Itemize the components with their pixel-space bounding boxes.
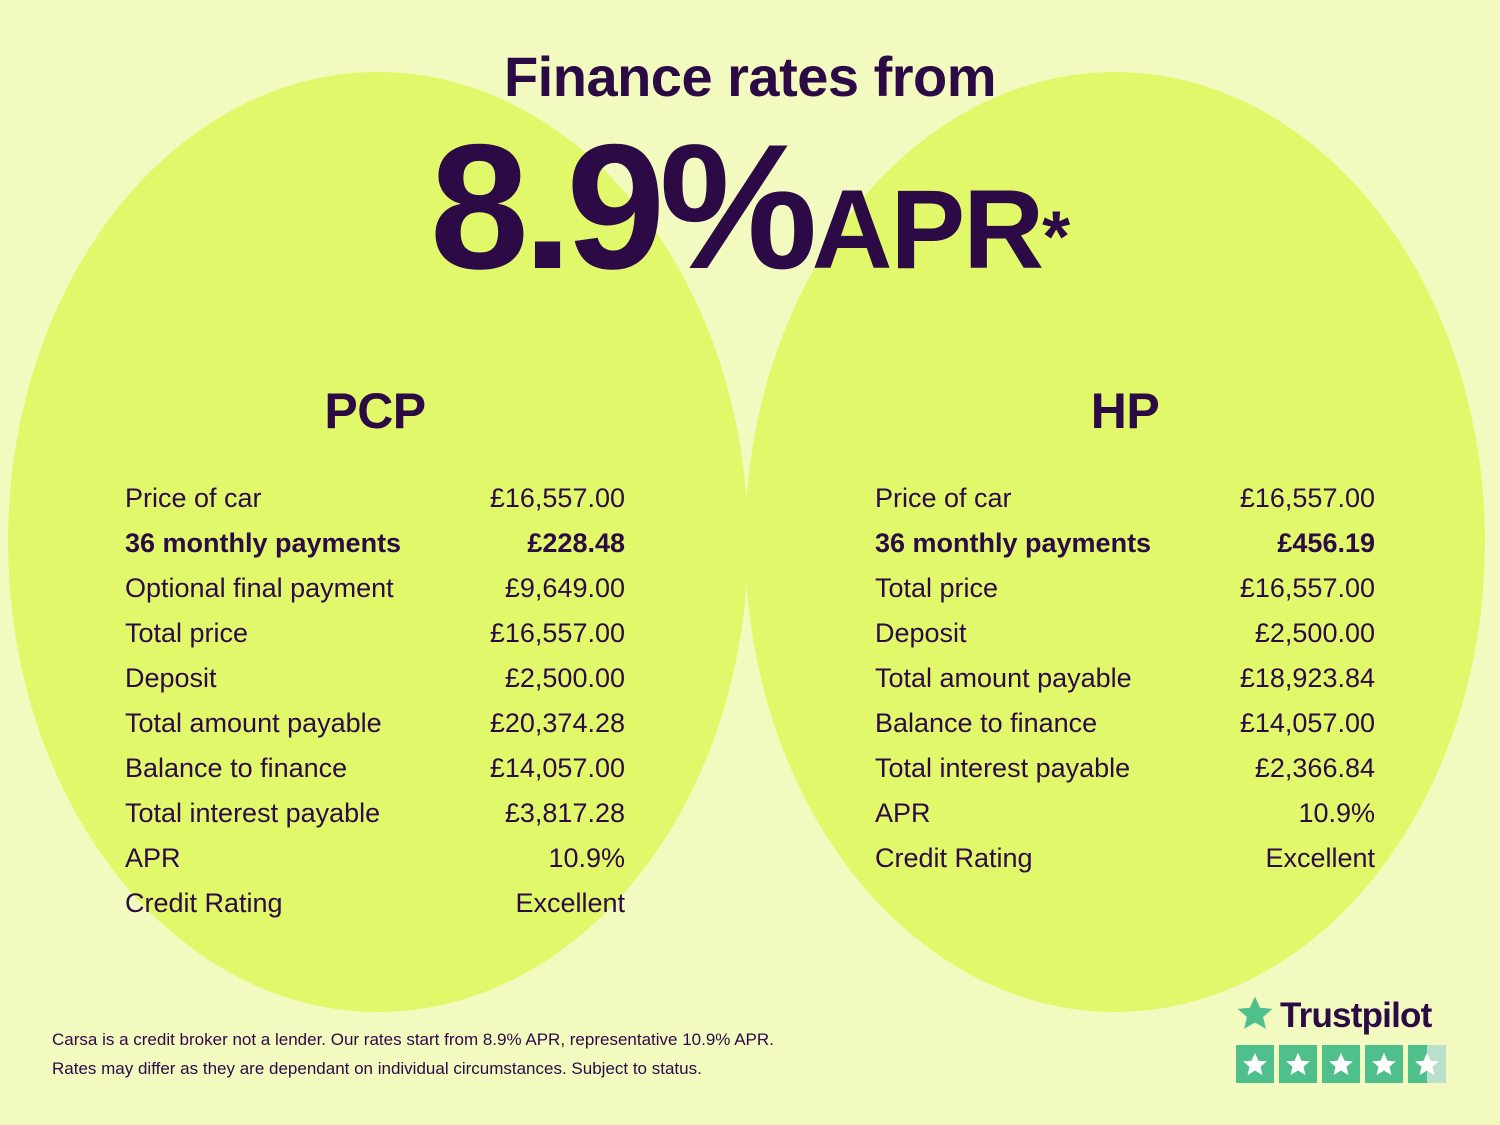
row-value: £14,057.00 bbox=[1239, 708, 1375, 738]
star-icon bbox=[1408, 1045, 1446, 1083]
row-value: £16,557.00 bbox=[1239, 483, 1375, 513]
row-label: Deposit bbox=[875, 618, 967, 648]
row-label: Price of car bbox=[875, 483, 1012, 513]
row-value: £228.48 bbox=[527, 528, 625, 558]
row-label: Total interest payable bbox=[125, 798, 381, 828]
row-label: APR bbox=[875, 798, 931, 828]
disclaimer-line-1: Carsa is a credit broker not a lender. Our rates start from 8.9% APR, representative 10.9% APR. bbox=[52, 1030, 774, 1049]
row-value: £9,649.00 bbox=[504, 573, 625, 603]
star-icon bbox=[1322, 1045, 1360, 1083]
table-row bbox=[875, 791, 1375, 836]
apr-word: APR bbox=[811, 167, 1043, 292]
row-value: £20,374.28 bbox=[489, 708, 625, 738]
row-label: APR bbox=[125, 843, 181, 873]
apr-asterisk: * bbox=[1042, 197, 1071, 278]
table-row bbox=[875, 836, 1375, 881]
table-row bbox=[125, 881, 625, 926]
apr-rate: 8.9% bbox=[429, 107, 812, 306]
table-row bbox=[125, 476, 625, 521]
row-value: £16,557.00 bbox=[1239, 573, 1375, 603]
row-label: Price of car bbox=[125, 483, 262, 513]
column-title-pcp: PCP bbox=[324, 383, 426, 439]
row-label: 36 monthly payments bbox=[125, 528, 402, 558]
row-label: Total amount payable bbox=[875, 663, 1132, 693]
trustpilot-name: Trustpilot bbox=[1280, 995, 1432, 1035]
trustpilot-rating bbox=[1236, 994, 1446, 1083]
table-row bbox=[125, 656, 625, 701]
finance-table-pcp bbox=[125, 476, 625, 926]
finance-comparison bbox=[0, 382, 1500, 926]
row-label: Total price bbox=[875, 573, 999, 603]
row-label: Balance to finance bbox=[875, 708, 1098, 738]
row-label: 36 monthly payments bbox=[875, 528, 1152, 558]
row-label: Credit Rating bbox=[125, 888, 283, 918]
page-title: Finance rates from bbox=[503, 45, 997, 108]
table-row bbox=[875, 566, 1375, 611]
row-value: £2,366.84 bbox=[1254, 753, 1375, 783]
column-title-hp: HP bbox=[1090, 383, 1160, 439]
table-row bbox=[875, 656, 1375, 701]
row-label: Deposit bbox=[125, 663, 217, 693]
apr-headline bbox=[0, 107, 1500, 306]
row-value: £16,557.00 bbox=[489, 618, 625, 648]
row-value: 10.9% bbox=[1298, 798, 1375, 828]
row-value: £2,500.00 bbox=[1254, 618, 1375, 648]
table-row bbox=[125, 836, 625, 881]
row-label: Credit Rating bbox=[875, 843, 1033, 873]
row-value: £2,500.00 bbox=[504, 663, 625, 693]
row-value: £14,057.00 bbox=[489, 753, 625, 783]
star-icon bbox=[1365, 1045, 1403, 1083]
row-label: Optional final payment bbox=[125, 573, 394, 603]
table-row bbox=[875, 701, 1375, 746]
finance-column-pcp bbox=[0, 382, 750, 926]
finance-column-hp bbox=[750, 382, 1500, 926]
row-value: 10.9% bbox=[548, 843, 625, 873]
table-row bbox=[125, 791, 625, 836]
table-row bbox=[875, 476, 1375, 521]
trustpilot-stars bbox=[1236, 1045, 1446, 1083]
table-row bbox=[125, 746, 625, 791]
row-label: Total amount payable bbox=[125, 708, 382, 738]
finance-table-hp bbox=[875, 476, 1375, 881]
row-value: Excellent bbox=[1265, 843, 1375, 873]
star-icon bbox=[1236, 1045, 1274, 1083]
row-value: £18,923.84 bbox=[1239, 663, 1375, 693]
row-value: £16,557.00 bbox=[489, 483, 625, 513]
row-label: Balance to finance bbox=[125, 753, 348, 783]
trustpilot-logo bbox=[1236, 994, 1446, 1037]
table-row bbox=[875, 521, 1375, 566]
row-value: Excellent bbox=[515, 888, 625, 918]
table-row bbox=[125, 611, 625, 656]
star-icon bbox=[1279, 1045, 1317, 1083]
row-label: Total price bbox=[125, 618, 249, 648]
star-icon bbox=[1236, 994, 1274, 1037]
row-label: Total interest payable bbox=[875, 753, 1131, 783]
table-row bbox=[875, 746, 1375, 791]
table-row bbox=[125, 701, 625, 746]
disclaimer bbox=[52, 1025, 774, 1083]
row-value: £3,817.28 bbox=[504, 798, 625, 828]
table-row bbox=[875, 611, 1375, 656]
table-row bbox=[125, 566, 625, 611]
row-value: £456.19 bbox=[1277, 528, 1375, 558]
table-row bbox=[125, 521, 625, 566]
disclaimer-line-2: Rates may differ as they are dependant on individual circumstances. Subject to status. bbox=[52, 1059, 702, 1078]
